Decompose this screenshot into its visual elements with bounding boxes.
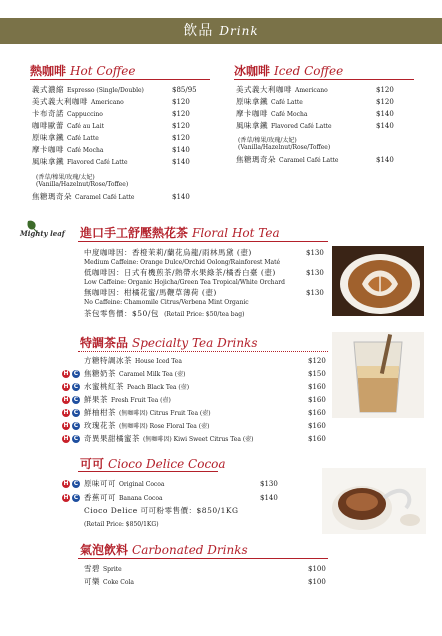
iced-coffee-title-zh: 冰咖啡 <box>234 64 271 78</box>
specialty-tea-item-name-en: House Iced Tea <box>135 358 182 365</box>
specialty-tea-item-name-zh: 鮮柚柑茶 <box>84 408 116 417</box>
specialty-tea-item-name-en: Caramel Milk Tea (壺) <box>119 371 186 378</box>
specialty-tea-title-en: Specialty Tea Drinks <box>132 336 258 350</box>
cocoa-title-zh: 可可 <box>80 457 105 471</box>
iced-tea-photo <box>332 332 424 418</box>
hot-coffee-item-name-en: Café au Lait <box>67 123 105 130</box>
hot-badge-icon: H <box>63 396 69 403</box>
specialty-tea-item-name-zh: 鮮果茶 <box>84 395 108 404</box>
sparkling-item-price: $100 <box>308 578 326 586</box>
floral-tea-item-name-en: Low Caffeine: Organic Hojicha/Green Tea Tropical/White Orchard <box>84 279 285 286</box>
iced-coffee-item-name-zh: 摩卡咖啡 <box>236 109 268 118</box>
cold-badge-icon: C <box>73 396 79 403</box>
hot-coffee-item-name-en: Americano <box>91 99 124 106</box>
hot-coffee-item-name-zh: 美式義大利咖啡 <box>32 97 88 106</box>
hot-coffee-title-zh: 熱咖啡 <box>30 64 67 78</box>
specialty-tea-item <box>63 433 254 446</box>
specialty-tea-item-price: $120 <box>308 357 326 365</box>
iced-coffee-item-name-en: Caramel Café Latte <box>279 157 339 164</box>
cold-badge-icon: C <box>73 480 79 487</box>
iced-coffee-item-name-zh: 原味拿鐵 <box>236 97 268 106</box>
sparkling-underline <box>78 558 328 559</box>
hot-coffee-item-price: $85/95 <box>172 86 197 94</box>
hot-coffee-item <box>32 191 134 204</box>
iced-coffee-title-en: Iced Coffee <box>274 64 344 78</box>
tea-retail-line <box>84 308 244 321</box>
specialty-tea-item-name-en: (無咖啡因) Rose Floral Tea (壺) <box>119 423 210 430</box>
sparkling-heading <box>80 541 248 558</box>
hot-coffee-heading <box>30 62 135 79</box>
hot-badge-icon: H <box>63 435 69 442</box>
specialty-tea-item <box>84 355 182 368</box>
hot-coffee-item-price: $120 <box>172 134 190 142</box>
specialty-tea-item-price: $160 <box>308 409 326 417</box>
specialty-tea-underline <box>78 351 328 352</box>
sparkling-title-en: Carbonated Drinks <box>132 543 248 557</box>
hot-coffee-item-name-zh: 義式濃縮 <box>32 85 64 94</box>
floral-tea-heading <box>80 224 280 241</box>
iced-coffee-item-name-en: Café Latte <box>271 99 303 106</box>
specialty-tea-item-name-zh: 方糖特調冰茶 <box>84 356 132 365</box>
iced-coffee-item-price: $140 <box>376 110 394 118</box>
cocoa-item <box>63 492 163 505</box>
cocoa-retail-line <box>84 505 239 517</box>
iced-coffee-item-price: $140 <box>376 122 394 130</box>
iced-coffee-item <box>236 154 338 167</box>
sparkling-item-price: $100 <box>308 565 326 573</box>
hot-badge-icon: H <box>63 494 69 501</box>
iced-coffee-underline <box>234 79 414 80</box>
hot-coffee-item-name-zh: 卡布奇諾 <box>32 109 64 118</box>
hot-coffee-item-name-en: Café Latte <box>67 135 99 142</box>
hot-coffee-item-name-en: Caramel Café Latte <box>75 194 135 201</box>
specialty-tea-item <box>63 420 210 433</box>
floral-tea-item-name-en: Medium Caffeine: Orange Dulce/Orchid Oolong/Rainforest Maté <box>84 259 281 266</box>
specialty-tea-item-name-en: Peach Black Tea (壺) <box>127 384 190 391</box>
iced-coffee-item-name-zh: 風味拿鐵 <box>236 121 268 130</box>
floral-tea-item-name-zh: 中度咖啡因：香橙茉莉/蘭花烏龍/雨林馬黛 (壺) <box>84 248 252 257</box>
specialty-tea-item <box>63 394 171 407</box>
floral-tea-item-name-en: No Caffeine: Chamomile Citrus/Verbena Mint Organic <box>84 299 249 306</box>
header-title-zh: 飲品 <box>183 23 214 39</box>
hot-flavor-note-en: (Vanilla/Hazelnut/Rose/Toffee) <box>36 181 129 188</box>
hot-coffee-item-price: $120 <box>172 98 190 106</box>
hot-badge-icon: H <box>63 480 69 487</box>
sparkling-item-name-en: Coke Cola <box>103 579 134 586</box>
specialty-tea-item-price: $160 <box>308 383 326 391</box>
floral-tea-item-price: $130 <box>306 269 324 277</box>
specialty-tea-item-name-zh: 焦糖奶茶 <box>84 369 116 378</box>
hot-coffee-item-price: $140 <box>172 158 190 166</box>
sparkling-item <box>84 576 134 589</box>
cocoa-underline <box>78 471 218 472</box>
specialty-tea-item-name-en: Fresh Fruit Tea (壺) <box>111 397 171 404</box>
cocoa-retail-zh: Cioco Delice 可可粉零售價：$850/1KG <box>84 506 239 515</box>
specialty-tea-item-name-en: (無咖啡因) Kiwi Sweet Citrus Tea (壺) <box>143 436 254 443</box>
hot-coffee-item-price: $120 <box>172 122 190 130</box>
cold-badge-icon: C <box>73 422 79 429</box>
hot-badge-icon: H <box>63 383 69 390</box>
hot-coffee-item-name-en: Café Mocha <box>67 147 104 154</box>
floral-tea-title-zh: 進口手工舒壓熱花茶 <box>80 226 189 240</box>
hot-coffee-item-name-en: Espresso (Single/Double) <box>67 87 144 94</box>
cold-badge-icon: C <box>73 435 79 442</box>
hot-coffee-item-name-en: Flavored Café Latte <box>67 159 128 166</box>
cocoa-item-name-en: Banana Cocoa <box>119 495 163 502</box>
floral-tea-item-name-zh: 無咖啡因：柑橘花蜜/馬鞭草薄荷 (壺) <box>84 288 217 297</box>
iced-coffee-item-price: $120 <box>376 98 394 106</box>
sparkling-item <box>84 563 122 576</box>
cocoa-item <box>63 478 165 491</box>
latte-art-photo <box>332 246 424 316</box>
cocoa-retail-en: (Retail Price: $850/1KG) <box>84 521 159 528</box>
specialty-tea-item-name-zh: 水蜜桃紅茶 <box>84 382 124 391</box>
floral-tea-item <box>84 247 280 267</box>
iced-flavor-note-en: (Vanilla/Hazelnut/Rose/Toffee) <box>238 144 331 151</box>
cocoa-item-price: $130 <box>260 480 278 488</box>
floral-tea-title-en: Floral Hot Tea <box>192 226 280 240</box>
specialty-tea-item-price: $150 <box>308 370 326 378</box>
hot-badge-icon: H <box>63 409 69 416</box>
specialty-tea-item-price: $160 <box>308 435 326 443</box>
hot-coffee-item-name-zh: 咖啡歐蕾 <box>32 121 64 130</box>
cocoa-item-price: $140 <box>260 494 278 502</box>
sparkling-item-name-en: Sprite <box>103 566 122 573</box>
floral-tea-item-price: $130 <box>306 249 324 257</box>
sparkling-title-zh: 氣泡飲料 <box>80 543 129 557</box>
cold-badge-icon: C <box>73 383 79 390</box>
hot-coffee-item-price: $140 <box>172 193 190 201</box>
specialty-tea-title-zh: 特調茶品 <box>80 336 129 350</box>
sparkling-item-name-zh: 可樂 <box>84 577 100 586</box>
hot-coffee-item-name-zh: 原味拿鐵 <box>32 133 64 142</box>
cold-badge-icon: C <box>73 370 79 377</box>
floral-tea-item-price: $130 <box>306 289 324 297</box>
specialty-tea-item-name-zh: 奇異果甜橘蜜茶 <box>84 434 140 443</box>
iced-coffee-item-name-zh: 美式義大利咖啡 <box>236 85 292 94</box>
iced-flavor-note-zh: (香草/榛果/玫瑰/太妃) <box>238 137 297 144</box>
iced-coffee-item-name-en: Café Mocha <box>271 111 308 118</box>
mighty-leaf-brand: Mighty leaf <box>20 229 65 238</box>
hot-coffee-item-name-zh: 焦糖瑪奇朵 <box>32 192 72 201</box>
specialty-tea-item-name-en: (無咖啡因) Citrus Fruit Tea (壺) <box>119 410 211 417</box>
hot-coffee-item-name-en: Cappuccino <box>67 111 103 118</box>
floral-tea-underline <box>78 241 328 242</box>
hot-coffee-item-name-zh: 摩卡咖啡 <box>32 145 64 154</box>
cocoa-title-en: Cioco Delice Cocoa <box>108 457 226 471</box>
page-header <box>0 18 442 44</box>
floral-tea-item <box>84 287 249 307</box>
iced-coffee-item-name-en: Flavored Café Latte <box>271 123 332 130</box>
specialty-tea-item <box>63 381 190 394</box>
specialty-tea-item <box>63 368 186 381</box>
specialty-tea-item-price: $160 <box>308 422 326 430</box>
sparkling-item-name-zh: 雪碧 <box>84 564 100 573</box>
iced-coffee-item-price: $140 <box>376 156 394 164</box>
iced-coffee-item-name-en: Americano <box>295 87 328 94</box>
cocoa-photo <box>322 468 426 534</box>
cocoa-item-name-en: Original Cocoa <box>119 481 165 488</box>
cold-badge-icon: C <box>73 409 79 416</box>
tea-retail-zh: 茶包零售價：$50/包 <box>84 309 159 318</box>
iced-coffee-item <box>236 120 332 133</box>
hot-coffee-item-price: $140 <box>172 146 190 154</box>
hot-coffee-item-name-zh: 風味拿鐵 <box>32 157 64 166</box>
cocoa-heading <box>80 455 226 472</box>
hot-coffee-title-en: Hot Coffee <box>70 64 136 78</box>
floral-tea-item-name-zh: 低咖啡因：日式有機煎茶/熱帶水果綠茶/橘香白臺 (壺) <box>84 268 276 277</box>
iced-coffee-heading <box>234 62 343 79</box>
hot-flavor-note-zh: (香草/榛果/玫瑰/太妃) <box>36 174 95 181</box>
cocoa-item-name-zh: 原味可可 <box>84 479 116 488</box>
hot-coffee-underline <box>30 79 210 80</box>
hot-badge-icon: H <box>63 370 69 377</box>
iced-coffee-item-price: $120 <box>376 86 394 94</box>
mighty-leaf-logo <box>20 219 76 239</box>
hot-coffee-item-price: $120 <box>172 110 190 118</box>
iced-coffee-item-name-zh: 焦糖瑪奇朵 <box>236 155 276 164</box>
floral-tea-item <box>84 267 285 287</box>
hot-coffee-item <box>32 156 128 169</box>
header-title-en: Drink <box>219 24 259 38</box>
hot-badge-icon: H <box>63 422 69 429</box>
specialty-tea-item-name-zh: 玫瑰花茶 <box>84 421 116 430</box>
cold-badge-icon: C <box>73 494 79 501</box>
specialty-tea-heading <box>80 334 257 351</box>
specialty-tea-item-price: $160 <box>308 396 326 404</box>
specialty-tea-item <box>63 407 211 420</box>
cocoa-item-name-zh: 香蕉可可 <box>84 493 116 502</box>
tea-retail-en: (Retail Price: $50/tea bag) <box>164 311 245 318</box>
